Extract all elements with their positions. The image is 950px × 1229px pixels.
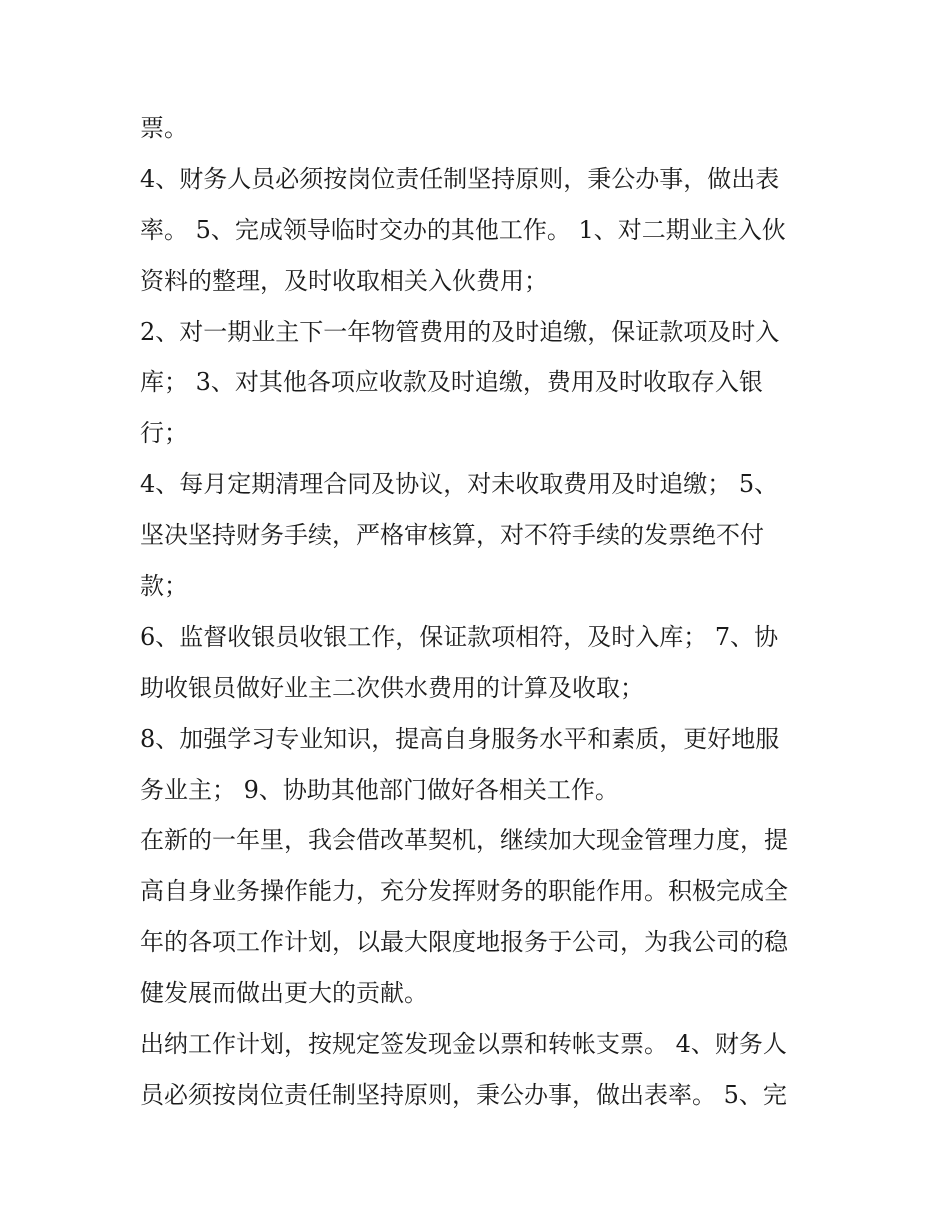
text-line: 2、对一期业主下一年物管费用的及时追缴，保证款项及时入 [140,317,780,346]
text-line: 在新的一年里，我会借改革契机，继续加大现金管理力度，提 [140,826,788,855]
text-line: 资料的整理，及时收取相关入伙费用； [140,266,548,295]
text-line: 务业主； 9、协助其他部门做好各相关工作。 [140,775,619,804]
text-line: 票。 [140,114,188,142]
text-line: 高自身业务操作能力，充分发挥财务的职能作用。积极完成全 [140,877,788,906]
text-line: 款； [140,572,188,601]
text-line: 行； [140,419,188,448]
document-body [140,103,788,1121]
text-line: 6、监督收银员收银工作，保证款项相符，及时入库； 7、协 [140,622,779,651]
text-line: 坚决坚持财务手续，严格审核算，对不符手续的发票绝不付 [140,521,764,550]
text-line: 健发展而做出更大的贡献。 [140,979,428,1008]
text-line: 员必须按岗位责任制坚持原则，秉公办事，做出表率。 5、完 [140,1080,787,1109]
text-line: 8、加强学习专业知识，提高自身服务水平和素质，更好地服 [140,724,780,753]
text-line: 库； 3、对其他各项应收款及时追缴，费用及时收取存入银 [140,368,763,397]
text-line: 4、每月定期清理合同及协议，对未收取费用及时追缴； 5、 [140,470,779,499]
text-line: 率。 5、完成领导临时交办的其他工作。 1、对二期业主入伙 [140,215,786,244]
text-line: 4、财务人员必须按岗位责任制坚持原则，秉公办事，做出表 [140,164,780,193]
text-line: 年的各项工作计划，以最大限度地报务于公司，为我公司的稳 [140,928,788,957]
text-line: 出纳工作计划，按规定签发现金以票和转帐支票。 4、财务人 [140,1030,787,1059]
text-line: 助收银员做好业主二次供水费用的计算及收取； [140,673,644,702]
